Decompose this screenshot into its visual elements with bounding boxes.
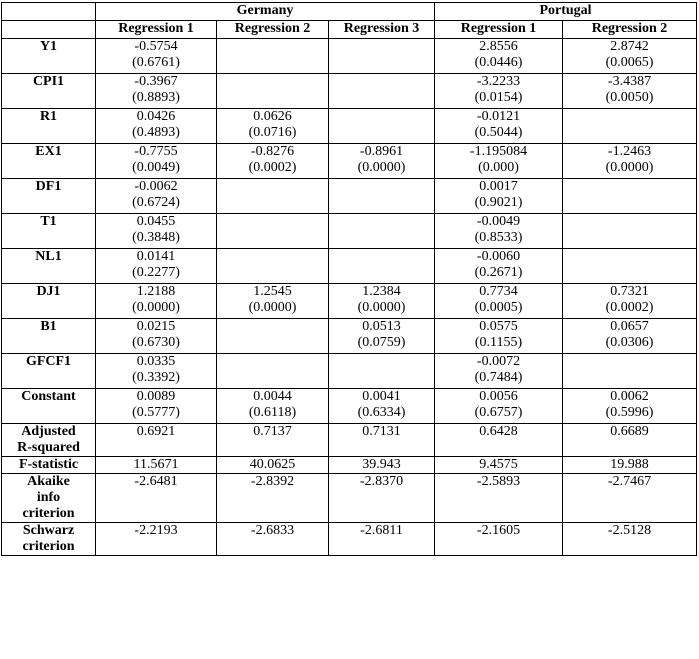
coefficient-cell bbox=[435, 389, 563, 424]
row-label: R1 bbox=[2, 109, 96, 144]
coefficient-cell bbox=[96, 214, 217, 249]
coefficient-value: -0.0121 bbox=[476, 109, 521, 124]
stat-label-line: Schwarz bbox=[22, 523, 75, 538]
coefficient-value: 0.0455 bbox=[136, 214, 176, 229]
coefficient-cell bbox=[217, 284, 329, 319]
coefficient-cell bbox=[329, 389, 435, 424]
coefficient-cell bbox=[435, 284, 563, 319]
p-value: (0.6118) bbox=[248, 405, 297, 420]
p-value: (0.0002) bbox=[605, 300, 654, 315]
row-label: Y1 bbox=[2, 39, 96, 74]
p-value: (0.000) bbox=[478, 160, 519, 175]
table-row bbox=[2, 284, 697, 319]
coefficient-value: 2.8556 bbox=[479, 39, 518, 54]
table-row bbox=[2, 144, 697, 179]
coefficient-cell bbox=[563, 249, 697, 284]
table-row bbox=[2, 179, 697, 214]
stats-row bbox=[2, 424, 697, 457]
stat-value: 11.5671 bbox=[96, 457, 217, 474]
stat-value: 0.6921 bbox=[96, 424, 217, 457]
coefficient-cell bbox=[329, 319, 435, 354]
coefficient-value: -0.0060 bbox=[476, 249, 521, 264]
stat-label bbox=[2, 474, 96, 523]
regression-table bbox=[1, 2, 697, 556]
stat-label-line: R-squared bbox=[17, 440, 80, 455]
coefficient-cell bbox=[329, 179, 435, 214]
coefficient-value: -0.8276 bbox=[250, 144, 295, 159]
row-label: GFCF1 bbox=[2, 354, 96, 389]
coefficient-value: 0.0056 bbox=[479, 389, 518, 404]
stat-value: -2.6481 bbox=[96, 474, 217, 523]
coefficient-value: 0.7321 bbox=[610, 284, 649, 299]
p-value: (0.0000) bbox=[357, 300, 406, 315]
p-value: (0.5777) bbox=[132, 405, 180, 420]
stat-value: 0.7137 bbox=[217, 424, 329, 457]
coefficient-cell bbox=[96, 144, 217, 179]
coefficient-value: 0.0426 bbox=[136, 109, 176, 124]
table-row bbox=[2, 109, 697, 144]
stat-value: -2.7467 bbox=[563, 474, 697, 523]
p-value: (0.5044) bbox=[474, 125, 523, 140]
p-value: (0.0005) bbox=[474, 300, 523, 315]
coefficient-value: -1.195084 bbox=[469, 144, 528, 159]
p-value: (0.2277) bbox=[132, 265, 180, 280]
coefficients-body bbox=[2, 39, 697, 424]
coefficient-cell bbox=[329, 354, 435, 389]
coefficient-cell bbox=[329, 109, 435, 144]
coefficient-value: -1.2463 bbox=[607, 144, 652, 159]
coefficient-value: -0.0072 bbox=[476, 354, 521, 369]
p-value: (0.0446) bbox=[474, 55, 523, 70]
coefficient-value: 0.0626 bbox=[253, 109, 292, 124]
p-value: (0.0000) bbox=[357, 160, 406, 175]
statistics-body bbox=[2, 424, 697, 556]
coefficient-cell bbox=[435, 249, 563, 284]
stat-label-line: criterion bbox=[22, 539, 75, 554]
regression-header-row bbox=[2, 21, 697, 39]
stat-value: 0.7131 bbox=[329, 424, 435, 457]
coefficient-cell bbox=[217, 144, 329, 179]
coefficient-cell bbox=[217, 179, 329, 214]
coefficient-cell bbox=[217, 354, 329, 389]
p-value: (0.0306) bbox=[605, 335, 654, 350]
coefficient-value: 0.0575 bbox=[479, 319, 518, 334]
coefficient-value: -3.4387 bbox=[607, 74, 652, 89]
coefficient-cell bbox=[563, 319, 697, 354]
coefficient-cell bbox=[563, 74, 697, 109]
coefficient-value: -3.2233 bbox=[476, 74, 521, 89]
coefficient-value: 0.0089 bbox=[136, 389, 176, 404]
stat-value: 0.6689 bbox=[563, 424, 697, 457]
stat-value: -2.6833 bbox=[217, 523, 329, 556]
p-value: (0.5996) bbox=[605, 405, 654, 420]
stat-label-line: Akaike bbox=[27, 474, 70, 489]
stat-value: -2.5893 bbox=[435, 474, 563, 523]
stat-label-line: F-statistic bbox=[18, 457, 79, 472]
row-label: NL1 bbox=[2, 249, 96, 284]
stats-row bbox=[2, 474, 697, 523]
coefficient-cell bbox=[563, 284, 697, 319]
coefficient-value: 1.2545 bbox=[253, 284, 292, 299]
stat-value: 40.0625 bbox=[217, 457, 329, 474]
p-value: (0.6761) bbox=[132, 55, 180, 70]
stat-value: -2.6811 bbox=[329, 523, 435, 556]
p-value: (0.7484) bbox=[474, 370, 523, 385]
row-label: B1 bbox=[2, 319, 96, 354]
stat-label-line: info bbox=[36, 490, 61, 505]
p-value: (0.6730) bbox=[132, 335, 180, 350]
coefficient-cell bbox=[217, 214, 329, 249]
coefficient-cell bbox=[217, 319, 329, 354]
p-value: (0.8893) bbox=[132, 90, 180, 105]
stat-value: 39.943 bbox=[329, 457, 435, 474]
coefficient-value: 0.0215 bbox=[136, 319, 176, 334]
coefficient-cell bbox=[96, 39, 217, 74]
row-label: DF1 bbox=[2, 179, 96, 214]
stat-value: -2.1605 bbox=[435, 523, 563, 556]
stats-row bbox=[2, 523, 697, 556]
regression-header: Regression 1 bbox=[435, 21, 563, 39]
coefficient-cell bbox=[563, 39, 697, 74]
p-value: (0.9021) bbox=[474, 195, 523, 210]
coefficient-cell bbox=[96, 249, 217, 284]
stats-row bbox=[2, 457, 697, 474]
table-row bbox=[2, 249, 697, 284]
stat-label bbox=[2, 457, 96, 474]
country-header-germany: Germany bbox=[96, 3, 435, 21]
coefficient-value: 0.0141 bbox=[136, 249, 176, 264]
regression-header: Regression 1 bbox=[96, 21, 217, 39]
coefficient-value: 0.0017 bbox=[479, 179, 518, 194]
stat-label bbox=[2, 523, 96, 556]
p-value: (0.0050) bbox=[605, 90, 654, 105]
coefficient-cell bbox=[329, 284, 435, 319]
coefficient-cell bbox=[435, 214, 563, 249]
stat-label-line: Adjusted bbox=[21, 424, 76, 439]
country-header-portugal: Portugal bbox=[435, 3, 697, 21]
coefficient-cell bbox=[563, 354, 697, 389]
coefficient-cell bbox=[329, 144, 435, 179]
stat-label bbox=[2, 424, 96, 457]
coefficient-cell bbox=[329, 249, 435, 284]
p-value: (0.6757) bbox=[474, 405, 523, 420]
coefficient-cell bbox=[435, 74, 563, 109]
coefficient-cell bbox=[329, 214, 435, 249]
coefficient-cell bbox=[435, 354, 563, 389]
table-row bbox=[2, 319, 697, 354]
p-value: (0.8533) bbox=[474, 230, 523, 245]
coefficient-cell bbox=[435, 109, 563, 144]
coefficient-cell bbox=[217, 389, 329, 424]
row-label: EX1 bbox=[2, 144, 96, 179]
table-row bbox=[2, 354, 697, 389]
coefficient-value: 0.0044 bbox=[253, 389, 292, 404]
coefficient-value: -0.5754 bbox=[134, 39, 178, 54]
coefficient-value: 0.0513 bbox=[362, 319, 401, 334]
coefficient-cell bbox=[96, 109, 217, 144]
coefficient-cell bbox=[563, 389, 697, 424]
coefficient-value: 0.0062 bbox=[610, 389, 649, 404]
coefficient-value: 0.0041 bbox=[362, 389, 401, 404]
p-value: (0.0154) bbox=[474, 90, 523, 105]
country-header-row bbox=[2, 3, 697, 21]
p-value: (0.0759) bbox=[357, 335, 406, 350]
coefficient-cell bbox=[563, 214, 697, 249]
p-value: (0.3392) bbox=[132, 370, 180, 385]
coefficient-cell bbox=[96, 74, 217, 109]
stat-value: -2.8370 bbox=[329, 474, 435, 523]
coefficient-cell bbox=[435, 319, 563, 354]
table-row bbox=[2, 39, 697, 74]
coefficient-cell bbox=[217, 109, 329, 144]
coefficient-cell bbox=[329, 74, 435, 109]
stat-value: -2.2193 bbox=[96, 523, 217, 556]
table-row bbox=[2, 214, 697, 249]
table-row bbox=[2, 74, 697, 109]
coefficient-value: -0.8961 bbox=[359, 144, 404, 159]
p-value: (0.0000) bbox=[132, 300, 180, 315]
coefficient-cell bbox=[563, 144, 697, 179]
coefficient-cell bbox=[217, 39, 329, 74]
p-value: (0.3848) bbox=[132, 230, 180, 245]
p-value: (0.0000) bbox=[248, 300, 297, 315]
regression-header: Regression 3 bbox=[329, 21, 435, 39]
stat-value: -2.8392 bbox=[217, 474, 329, 523]
coefficient-cell bbox=[329, 39, 435, 74]
coefficient-cell bbox=[96, 354, 217, 389]
coefficient-value: -0.0049 bbox=[476, 214, 521, 229]
coefficient-value: -0.7755 bbox=[134, 144, 178, 159]
p-value: (0.0049) bbox=[132, 160, 180, 175]
coefficient-cell bbox=[563, 109, 697, 144]
corner-cell bbox=[2, 3, 96, 21]
coefficient-cell bbox=[96, 389, 217, 424]
p-value: (0.0002) bbox=[248, 160, 297, 175]
coefficient-value: -0.0062 bbox=[134, 179, 178, 194]
regression-header: Regression 2 bbox=[563, 21, 697, 39]
p-value: (0.0065) bbox=[605, 55, 654, 70]
p-value: (0.0000) bbox=[605, 160, 654, 175]
coefficient-value: -0.3967 bbox=[134, 74, 178, 89]
coefficient-value: 1.2188 bbox=[136, 284, 176, 299]
coefficient-cell bbox=[435, 179, 563, 214]
coefficient-value: 1.2384 bbox=[362, 284, 401, 299]
coefficient-value: 0.0335 bbox=[136, 354, 176, 369]
table-row bbox=[2, 389, 697, 424]
corner-cell bbox=[2, 21, 96, 39]
stat-value: 9.4575 bbox=[435, 457, 563, 474]
coefficient-cell bbox=[217, 249, 329, 284]
coefficient-cell bbox=[96, 284, 217, 319]
p-value: (0.2671) bbox=[474, 265, 523, 280]
stat-value: 0.6428 bbox=[435, 424, 563, 457]
regression-header: Regression 2 bbox=[217, 21, 329, 39]
row-label: CPI1 bbox=[2, 74, 96, 109]
p-value: (0.0716) bbox=[248, 125, 297, 140]
p-value: (0.6334) bbox=[357, 405, 406, 420]
row-label: T1 bbox=[2, 214, 96, 249]
p-value: (0.1155) bbox=[474, 335, 523, 350]
row-label: Constant bbox=[2, 389, 96, 424]
coefficient-cell bbox=[217, 74, 329, 109]
stat-value: -2.5128 bbox=[563, 523, 697, 556]
coefficient-value: 0.7734 bbox=[479, 284, 518, 299]
coefficient-value: 2.8742 bbox=[610, 39, 649, 54]
coefficient-cell bbox=[435, 144, 563, 179]
row-label: DJ1 bbox=[2, 284, 96, 319]
coefficient-cell bbox=[96, 319, 217, 354]
coefficient-cell bbox=[563, 179, 697, 214]
p-value: (0.6724) bbox=[132, 195, 180, 210]
coefficient-cell bbox=[96, 179, 217, 214]
p-value: (0.4893) bbox=[132, 125, 180, 140]
coefficient-value: 0.0657 bbox=[610, 319, 649, 334]
stat-label-line: criterion bbox=[22, 506, 75, 521]
coefficient-cell bbox=[435, 39, 563, 74]
stat-value: 19.988 bbox=[563, 457, 697, 474]
